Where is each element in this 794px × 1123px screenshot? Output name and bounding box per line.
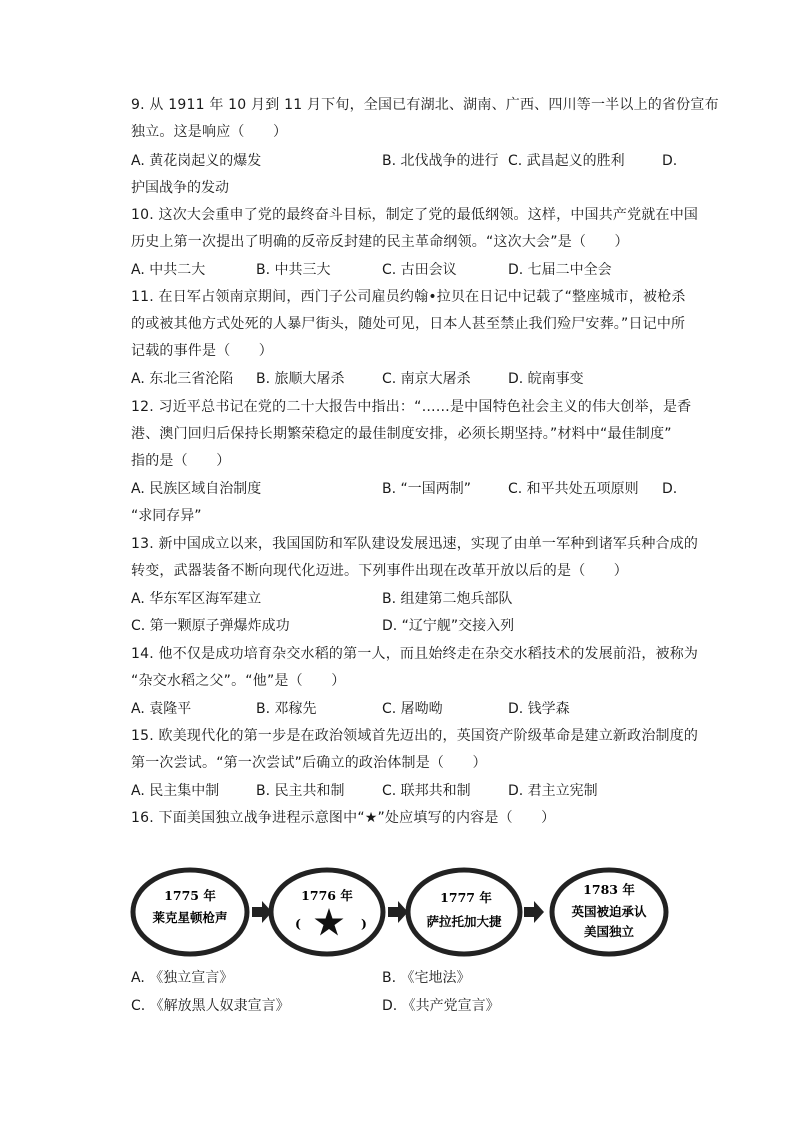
q16-option-a: A. 《独立宣言》 [131, 970, 234, 986]
timeline-node-1775 [133, 870, 247, 954]
q14-option-d: D. 钱学森 [508, 701, 570, 717]
q9-stem-line2: 独立。这是响应（ ） [131, 124, 288, 140]
q10-stem-line1: 10. 这次大会重申了党的最终奋斗目标，制定了党的最低纲领。这样，中国共产党就在中国 [131, 207, 699, 223]
q15-option-b: B. 民主共和制 [256, 783, 345, 799]
q12-option-c: C. 和平共处五项原则 [508, 481, 639, 497]
q11-stem-line2: 的或被其他方式处死的人暴尸街头，随处可见，日本人甚至禁止我们殓尸安葬。”日记中所 [131, 316, 686, 332]
q15-option-c: C. 联邦共和制 [382, 783, 471, 799]
q14-option-b: B. 邓稼先 [256, 701, 317, 717]
q9-stem-line1: 9. 从 1911 年 10 月到 11 月下旬，全国已有湖北、湖南、广西、四川等一半以上的省份宣布 [131, 97, 719, 113]
q11-stem-line1: 11. 在日军占领南京期间，西门子公司雇员约翰•拉贝在日记中记载了“整座城市，被枪杀 [131, 289, 686, 305]
q12-stem-line1: 12. 习近平总书记在党的二十大报告中指出：“……是中国特色社会主义的伟大创举，是香 [131, 399, 692, 415]
node-1783-event-line2: 美国独立 [583, 924, 635, 939]
q9-option-c: C. 武昌起义的胜利 [508, 153, 625, 169]
q11-option-a: A. 东北三省沦陷 [131, 371, 234, 387]
q15-option-a: A. 民主集中制 [131, 783, 220, 799]
node-1776-paren-open: ( [295, 916, 301, 931]
node-1776-paren-close: ) [361, 916, 367, 931]
q11-option-d: D. 皖南事变 [508, 371, 584, 387]
q11-option-c: C. 南京大屠杀 [382, 371, 471, 387]
timeline-node-1776 [271, 870, 383, 954]
q15-stem-line1: 15. 欧美现代化的第一步是在政治领域首先迈出的，英国资产阶级革命是建立新政治制度的 [131, 728, 699, 744]
q13-stem-line1: 13. 新中国成立以来，我国国防和军队建设发展迅速，实现了由单一军种到诸军兵种合成的 [131, 536, 699, 552]
q12-option-d-text: “求同存异” [131, 508, 202, 524]
q10-option-c: C. 古田会议 [382, 262, 457, 278]
q13-stem-line2: 转变，武器装备不断向现代化迈进。下列事件出现在改革开放以后的是（ ） [131, 563, 628, 579]
node-1776-year: 1776 年 [301, 888, 353, 903]
q10-stem-line2: 历史上第一次提出了明确的反帝反封建的民主革命纲领。“这次大会”是（ ） [131, 234, 629, 250]
q16-option-d: D. 《共产党宣言》 [382, 998, 500, 1014]
q12-stem-line2: 港、澳门回归后保持长期繁荣稳定的最佳制度安排，必须长期坚持。”材料中“最佳制度” [131, 426, 672, 442]
q12-stem-line3: 指的是（ ） [131, 453, 231, 469]
q9-option-b: B. 北伐战争的进行 [382, 153, 499, 169]
q14-stem-line2: “杂交水稻之父”。“他”是（ ） [131, 673, 346, 689]
node-1783-year: 1783 年 [583, 882, 635, 897]
node-1775-year: 1775 年 [164, 888, 216, 903]
q16-option-c: C. 《解放黑人奴隶宣言》 [131, 998, 290, 1014]
q14-stem-line1: 14. 他不仅是成功培育杂交水稻的第一人，而且始终走在杂交水稻技术的发展前沿，被称为 [131, 646, 699, 662]
q15-stem-line2: 第一次尝试。“第一次尝试”后确立的政治体制是（ ） [131, 755, 487, 771]
q13-option-a: A. 华东军区海军建立 [131, 591, 262, 607]
q11-stem-line3: 记载的事件是（ ） [131, 343, 273, 359]
node-1777-event: 萨拉托加大捷 [426, 914, 502, 929]
q13-option-b: B. 组建第二炮兵部队 [382, 591, 513, 607]
q9-option-d-text: 护国战争的发动 [131, 180, 229, 196]
q10-option-b: B. 中共三大 [256, 262, 331, 278]
independence-war-timeline [130, 862, 670, 962]
q10-option-d: D. 七届二中全会 [508, 262, 612, 278]
arrow-2-icon [388, 901, 408, 923]
node-1775-event: 莱克星顿枪声 [152, 910, 228, 925]
q12-option-a: A. 民族区域自治制度 [131, 481, 262, 497]
q9-option-a: A. 黄花岗起义的爆发 [131, 153, 262, 169]
timeline-node-1777 [408, 870, 520, 954]
q16-stem-line1: 16. 下面美国独立战争进程示意图中“★”处应填写的内容是（ ） [131, 810, 556, 826]
q12-option-b: B. “一国两制” [382, 481, 472, 497]
node-1783-event-line1: 英国被迫承认 [571, 904, 647, 919]
q13-option-d: D. “辽宁舰”交接入列 [382, 618, 515, 634]
q10-option-a: A. 中共二大 [131, 262, 206, 278]
arrow-3-icon [524, 901, 544, 923]
q16-option-b: B. 《宅地法》 [382, 970, 471, 986]
q13-option-c: C. 第一颗原子弹爆炸成功 [131, 618, 290, 634]
q14-option-a: A. 袁隆平 [131, 701, 192, 717]
timeline-node-1783 [552, 870, 666, 954]
q14-option-c: C. 屠呦呦 [382, 701, 443, 717]
q12-option-d: D. [662, 481, 678, 497]
q11-option-b: B. 旅顺大屠杀 [256, 371, 345, 387]
q15-option-d: D. 君主立宪制 [508, 783, 598, 799]
q9-option-d: D. [662, 153, 678, 169]
node-1777-year: 1777 年 [440, 890, 492, 905]
